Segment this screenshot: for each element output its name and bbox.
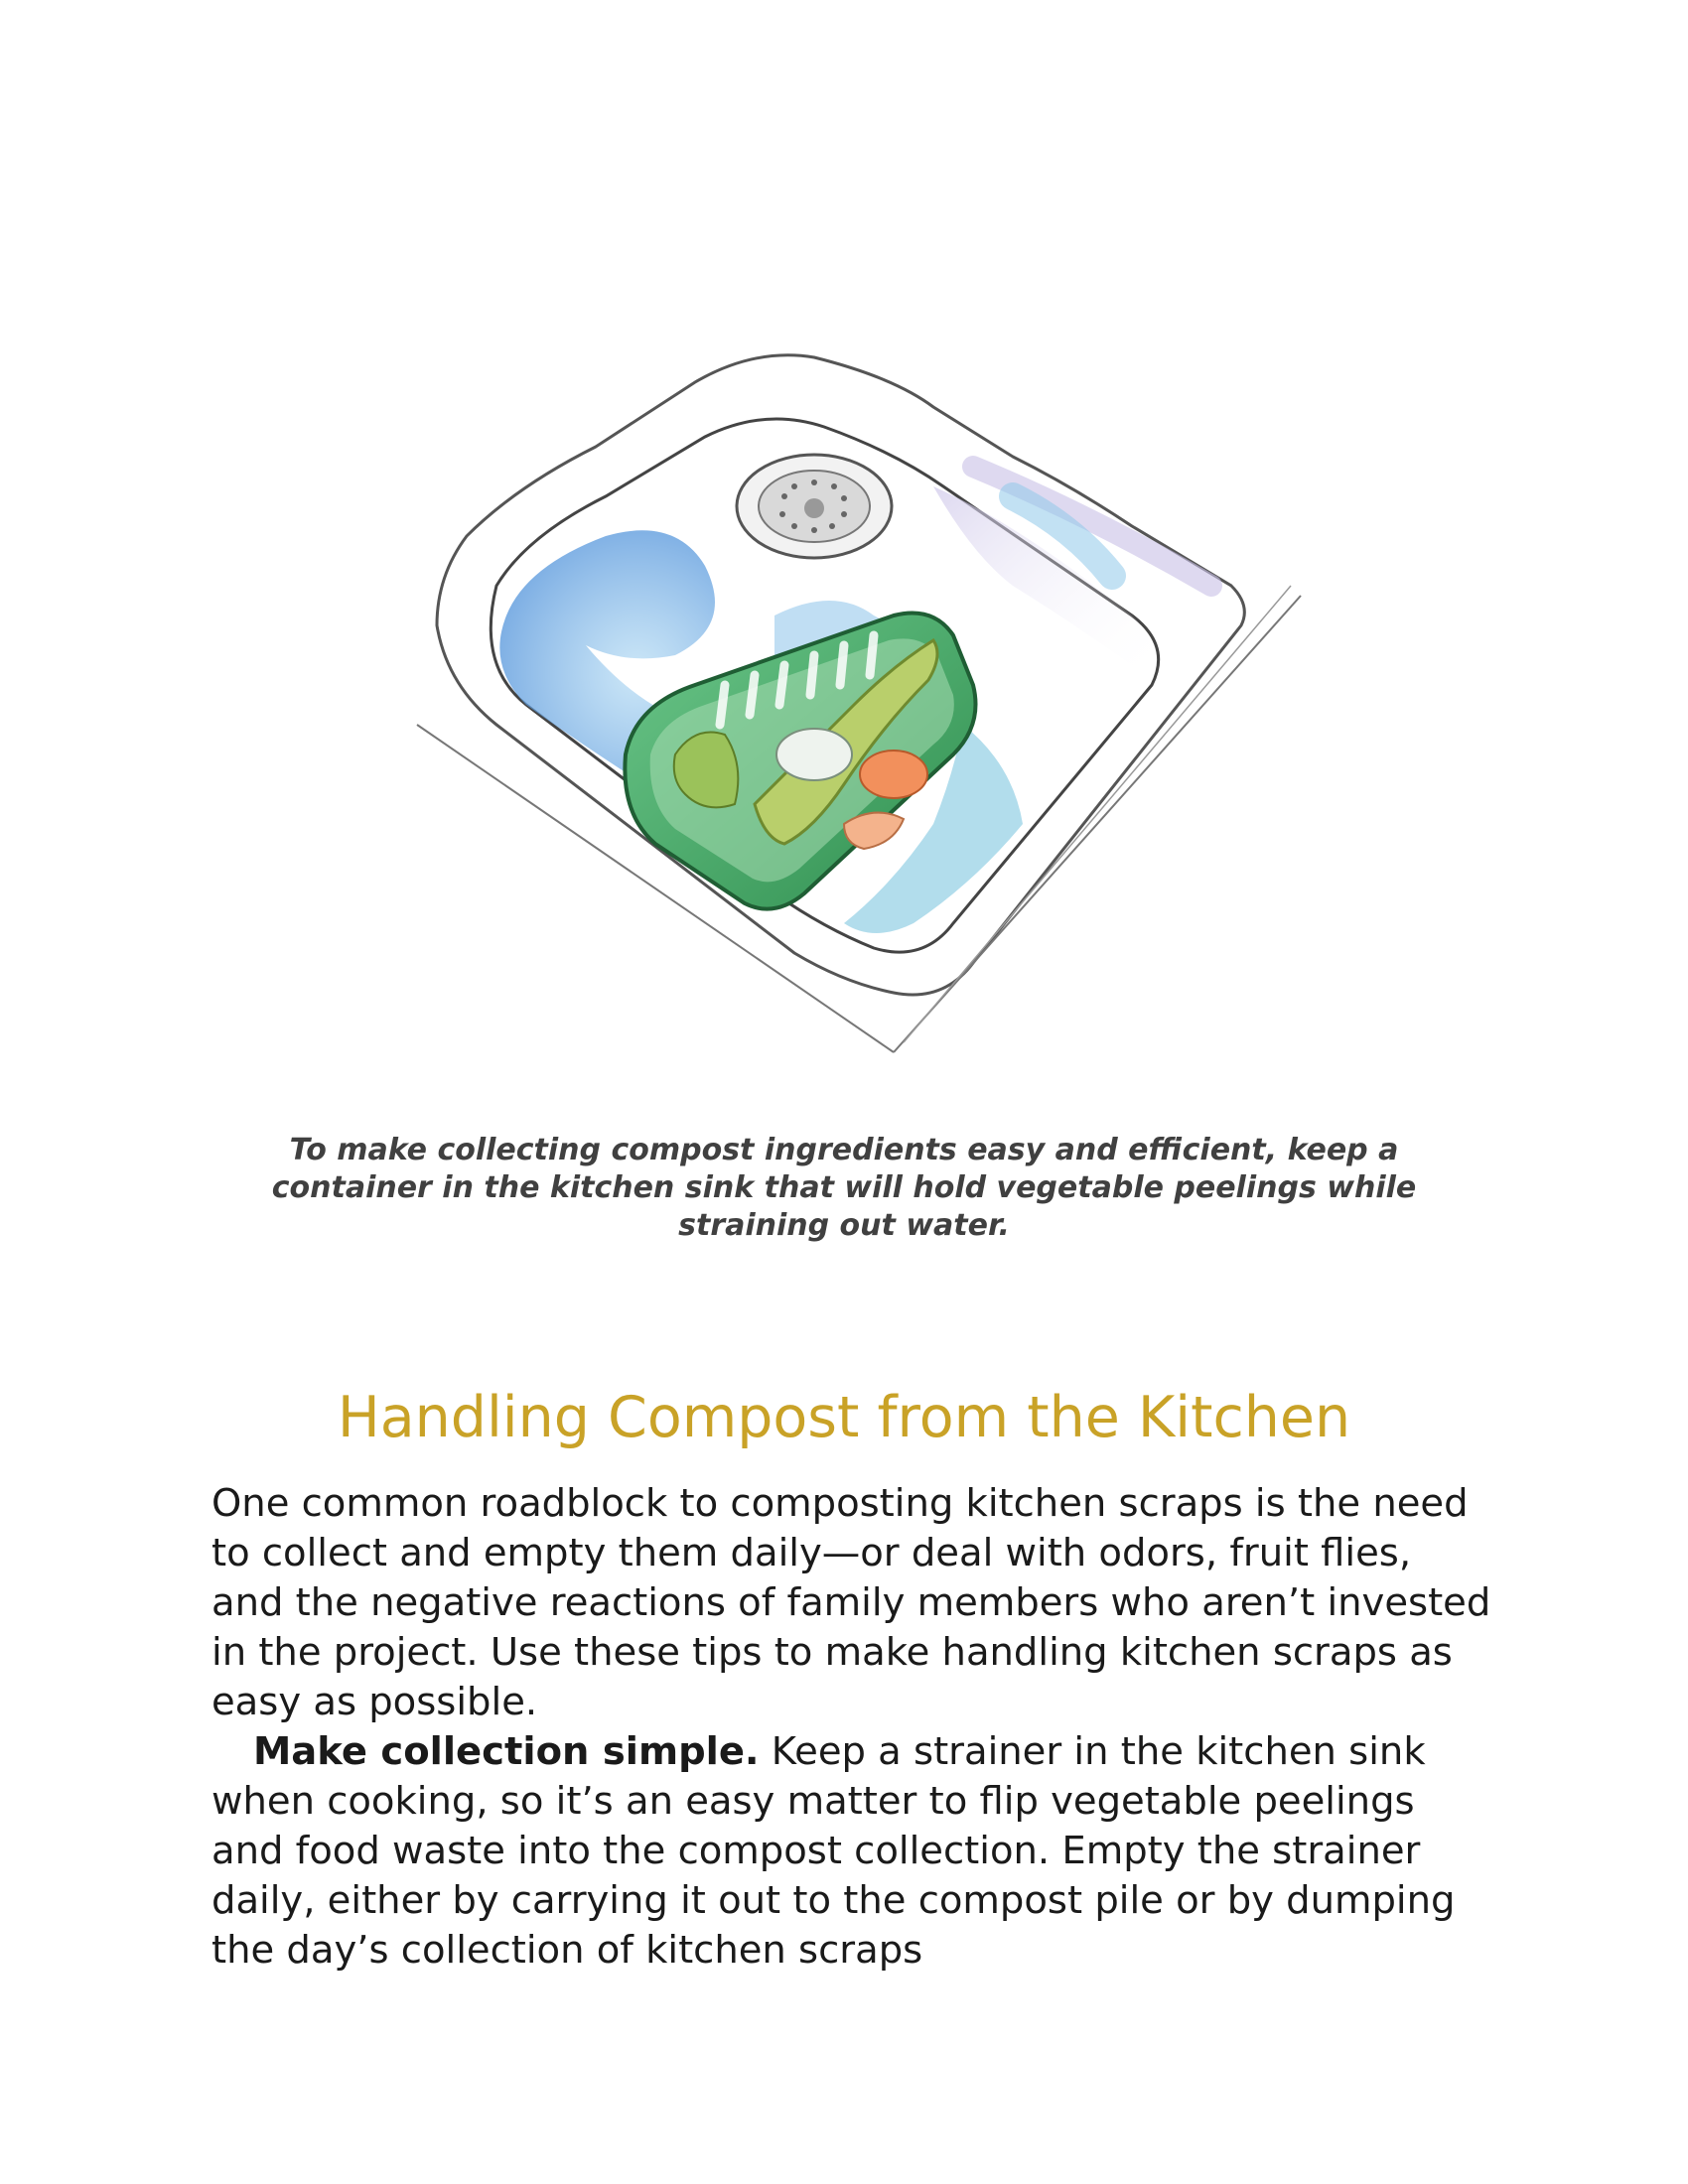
tip-lead: Make collection simple. <box>253 1729 760 1774</box>
tip-paragraph <box>211 1727 1492 1976</box>
body-text <box>211 1479 1492 1976</box>
tip-text: Keep a strainer in the kitchen sink when cooking, so it’s an easy matter to flip vegetable peelings and food waste into the compost collection. Empty the strainer daily, either by carrying it out to the compost pile or by dumping the day’s collection of kitchen scraps <box>211 1729 1456 1973</box>
section-heading: Handling Compost from the Kitchen <box>337 1385 1351 1450</box>
shrimp-scrap <box>860 751 927 798</box>
intro-paragraph: One common roadblock to composting kitchen scraps is the need to collect and empty them daily—or deal with odors, fruit flies, and the negative reactions of family members who aren’t invested in the project. Use these tips to make handling kitchen scraps as easy as possible. <box>211 1481 1491 1724</box>
drain-center <box>804 498 824 518</box>
sink-strainer-drawing <box>377 288 1331 1062</box>
figure-caption: To make collecting compost ingredients easy and efficient, keep a container in the kitchen sink that will hold vegetable peelings while straining out water. <box>271 1133 1417 1243</box>
sink-illustration <box>377 288 1331 1062</box>
eggshell-scrap <box>776 729 852 780</box>
